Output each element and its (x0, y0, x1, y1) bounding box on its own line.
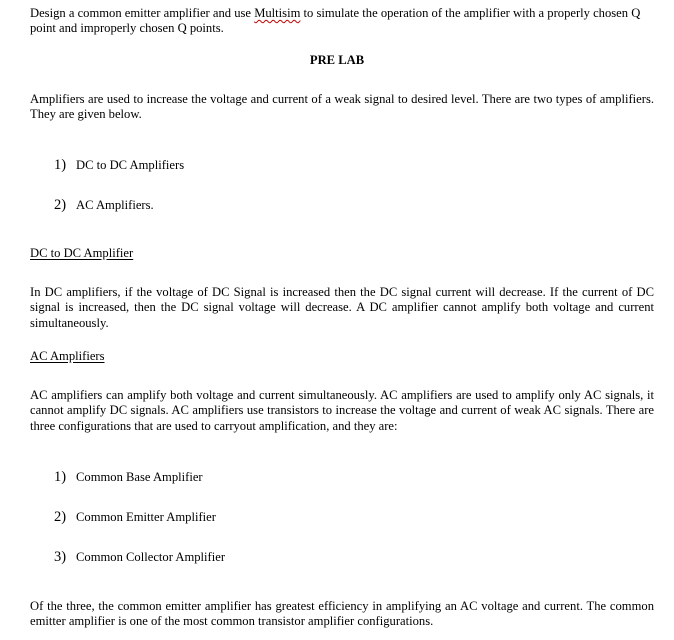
list-number: 2) (54, 509, 67, 525)
list-item-ac-amplifiers (54, 197, 154, 214)
dc-amplifier-paragraph: In DC amplifiers, if the voltage of DC Signal is increased then the DC signal current will decrease. If the current of DC signal is increased, then the DC signal voltage will decrease. A DC amplifier cannot amplify both voltage and current simultaneously. (30, 285, 654, 330)
list-label: DC to DC Amplifiers (76, 158, 185, 172)
list-number: 1) (54, 157, 67, 173)
list-item-common-base (54, 469, 203, 486)
prelab-heading: PRE LAB (309, 53, 365, 67)
ac-amplifiers-paragraph: AC amplifiers can amplify both voltage and current simultaneously. AC amplifiers are used to amplify only AC signals, it cannot amplify DC signals. AC amplifiers use transistors to increase the voltage and current of weak AC signals. There are three configurations that are used to carryout amplification, and they are: (30, 388, 654, 433)
intro-text-before: Design a common emitter amplifier and use (30, 6, 255, 20)
ac-amplifiers-heading: AC Amplifiers (30, 349, 105, 363)
list-label: AC Amplifiers. (76, 198, 154, 212)
intro-text-after: to simulate the operation of the amplifier with a properly chosen Q point and improperly chosen Q points. (30, 6, 641, 36)
list-label: Common Collector Amplifier (76, 550, 226, 564)
list-label: Common Base Amplifier (76, 470, 203, 484)
list-label: Common Emitter Amplifier (76, 510, 216, 524)
amplifiers-paragraph: Amplifiers are used to increase the voltage and current of a weak signal to desired level. There are two types of amplifiers. They are given below. (30, 92, 654, 122)
list-item-common-collector (54, 549, 225, 566)
list-number: 2) (54, 197, 67, 213)
dc-amplifier-heading: DC to DC Amplifier (30, 246, 134, 260)
conclusion-paragraph: Of the three, the common emitter amplifier has greatest efficiency in amplifying an AC voltage and current. The common emitter amplifier is one of the most common transistor amplifier configurations. (30, 599, 654, 629)
list-number: 1) (54, 469, 67, 485)
misspelled-word-multisim[interactable]: Multisim (254, 6, 301, 20)
list-number: 3) (54, 549, 67, 565)
list-item-dc-amplifiers (54, 157, 184, 174)
intro-paragraph (30, 6, 658, 37)
list-item-common-emitter (54, 509, 216, 526)
